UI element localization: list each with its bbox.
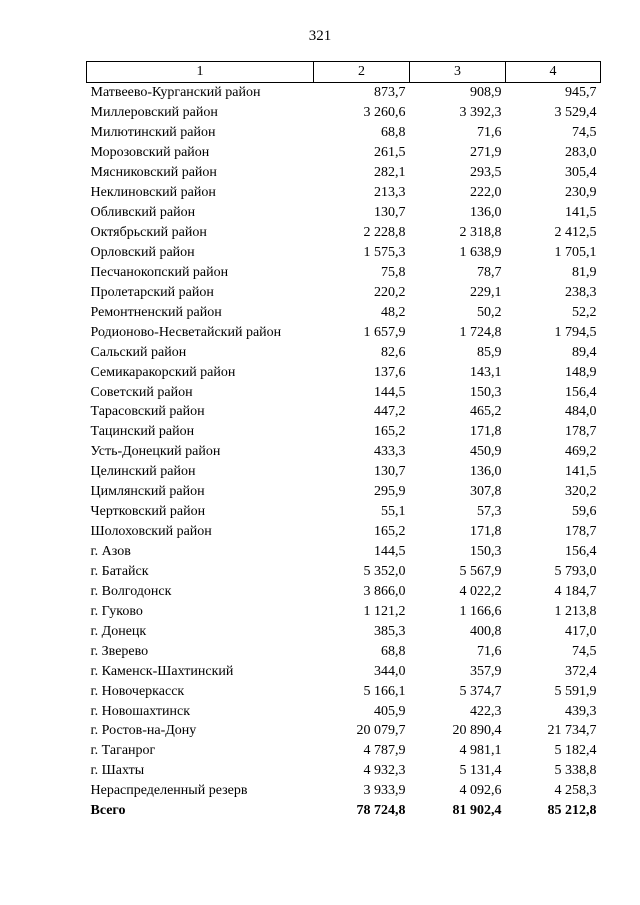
value-col-2: 165,2	[374, 424, 406, 440]
territory-name: г. Новочеркасск	[90, 683, 185, 699]
table-row	[87, 422, 601, 442]
value-col-2: 68,8	[381, 643, 406, 659]
value-col-2: 447,2	[374, 404, 406, 420]
value-col-3: 293,5	[470, 165, 502, 181]
value-col-4: 178,7	[565, 424, 597, 440]
table-row	[87, 262, 601, 282]
table-row	[87, 741, 601, 761]
territory-name: Сальский район	[90, 344, 187, 360]
value-col-3: 171,8	[470, 524, 502, 540]
value-col-3: 229,1	[470, 284, 502, 300]
table-row	[87, 562, 601, 582]
value-col-2: 3 866,0	[363, 583, 406, 599]
value-col-3: 150,3	[470, 544, 502, 560]
value-col-2: 433,3	[374, 444, 406, 460]
table-row	[87, 203, 601, 223]
total-value-col-4: 85 212,8	[547, 803, 597, 819]
value-col-2: 282,1	[374, 165, 406, 181]
table-row	[87, 581, 601, 601]
territory-name: г. Батайск	[90, 563, 149, 579]
table-row	[87, 601, 601, 621]
value-col-3: 85,9	[477, 344, 502, 360]
value-col-4: 5 793,0	[554, 563, 597, 579]
value-col-3: 400,8	[470, 623, 502, 639]
value-col-2: 405,9	[374, 703, 406, 719]
territory-name: г. Гуково	[90, 603, 143, 619]
territory-name: г. Таганрог	[90, 743, 156, 759]
table-row	[87, 243, 601, 263]
value-col-2: 130,7	[374, 464, 406, 480]
value-col-2: 4 787,9	[363, 743, 406, 759]
value-col-4: 469,2	[565, 444, 597, 460]
value-col-4: 141,5	[565, 464, 597, 480]
territory-name: Семикаракорский район	[90, 364, 236, 380]
total-territory-name: Всего	[90, 803, 126, 819]
table-row	[87, 781, 601, 801]
territory-name: Октябрьский район	[90, 225, 207, 241]
value-col-4: 81,9	[572, 264, 597, 280]
table-row	[87, 462, 601, 482]
value-col-2: 873,7	[374, 85, 406, 101]
value-col-4: 2 412,5	[554, 225, 597, 241]
value-col-2: 137,6	[374, 364, 406, 380]
territory-name: г. Ростов-на-Дону	[90, 723, 197, 739]
value-col-4: 230,9	[565, 185, 597, 201]
value-col-2: 295,9	[374, 484, 406, 500]
table-row	[87, 183, 601, 203]
value-col-4: 3 529,4	[554, 105, 597, 121]
value-col-2: 48,2	[381, 304, 406, 320]
table-row	[87, 442, 601, 462]
value-col-3: 450,9	[470, 444, 502, 460]
value-col-3: 271,9	[470, 145, 502, 161]
value-col-4: 1 794,5	[554, 324, 597, 340]
value-col-2: 1 575,3	[363, 244, 406, 260]
value-col-3: 57,3	[477, 504, 502, 520]
total-value-col-3: 81 902,4	[452, 803, 502, 819]
table-row	[87, 163, 601, 183]
value-col-4: 52,2	[572, 304, 597, 320]
territory-name: Целинский район	[90, 464, 196, 480]
value-col-2: 3 260,6	[363, 105, 406, 121]
value-col-4: 417,0	[565, 623, 597, 639]
value-col-2: 75,8	[381, 264, 406, 280]
territory-name: г. Зверево	[90, 643, 149, 659]
value-col-2: 4 932,3	[363, 763, 406, 779]
table-row	[87, 302, 601, 322]
value-col-3: 143,1	[470, 364, 502, 380]
value-col-4: 238,3	[565, 284, 597, 300]
value-col-4: 59,6	[572, 504, 597, 520]
value-col-3: 422,3	[470, 703, 502, 719]
territory-name: Пролетарский район	[90, 284, 214, 300]
page-number: 321	[308, 28, 332, 44]
value-col-4: 148,9	[565, 364, 597, 380]
value-col-4: 5 591,9	[554, 683, 597, 699]
territory-name: Тарасовский район	[90, 404, 205, 420]
value-col-3: 4 981,1	[459, 743, 502, 759]
table-row	[87, 143, 601, 163]
value-col-4: 4 184,7	[554, 583, 597, 599]
value-col-2: 55,1	[381, 504, 406, 520]
table-row	[87, 402, 601, 422]
column-header-2: 2	[314, 62, 410, 83]
territory-name: г. Донецк	[90, 623, 147, 639]
value-col-2: 1 657,9	[363, 324, 406, 340]
value-col-2: 165,2	[374, 524, 406, 540]
value-col-4: 5 182,4	[554, 743, 597, 759]
territory-name: Песчанокопский район	[90, 264, 229, 280]
value-col-3: 171,8	[470, 424, 502, 440]
table-row	[87, 621, 601, 641]
table-row	[87, 721, 601, 741]
territory-name: г. Азов	[90, 544, 131, 560]
territory-name: Шолоховский район	[90, 524, 212, 540]
territory-name: Усть-Донецкий район	[90, 444, 221, 460]
value-col-2: 144,5	[374, 544, 406, 560]
table-body	[87, 83, 601, 821]
table-header-row	[87, 62, 601, 83]
value-col-2: 5 166,1	[363, 683, 406, 699]
territory-name: Морозовский район	[90, 145, 210, 161]
value-col-2: 344,0	[374, 663, 406, 679]
value-col-3: 307,8	[470, 484, 502, 500]
value-col-2: 82,6	[381, 344, 406, 360]
value-col-3: 5 374,7	[459, 683, 502, 699]
table-row	[87, 661, 601, 681]
value-col-4: 156,4	[565, 384, 597, 400]
value-col-2: 68,8	[381, 125, 406, 141]
value-col-3: 150,3	[470, 384, 502, 400]
value-col-3: 2 318,8	[459, 225, 502, 241]
territory-name: Советский район	[90, 384, 193, 400]
territory-name: Неклиновский район	[90, 185, 216, 201]
value-col-3: 3 392,3	[459, 105, 502, 121]
value-col-2: 2 228,8	[363, 225, 406, 241]
table-row	[87, 542, 601, 562]
table-row	[87, 342, 601, 362]
value-col-2: 1 121,2	[363, 603, 406, 619]
value-col-3: 4 092,6	[459, 783, 502, 799]
value-col-2: 3 933,9	[363, 783, 406, 799]
territory-name: Нераспределенный резерв	[90, 783, 248, 799]
value-col-2: 385,3	[374, 623, 406, 639]
table-row	[87, 701, 601, 721]
value-col-3: 1 166,6	[459, 603, 502, 619]
territory-name: г. Волгодонск	[90, 583, 172, 599]
budget-table	[86, 61, 601, 821]
table-row	[87, 761, 601, 781]
value-col-2: 213,3	[374, 185, 406, 201]
territory-name: Миллеровский район	[90, 105, 218, 121]
column-header-1: 1	[87, 62, 314, 83]
territory-name: Мясниковский район	[90, 165, 217, 181]
value-col-4: 74,5	[572, 643, 597, 659]
territory-name: г. Шахты	[90, 763, 145, 779]
value-col-3: 78,7	[477, 264, 502, 280]
territory-name: г. Новошахтинск	[90, 703, 191, 719]
territory-name: Чертковский район	[90, 504, 206, 520]
value-col-4: 283,0	[565, 145, 597, 161]
table-row	[87, 103, 601, 123]
value-col-3: 5 131,4	[459, 763, 502, 779]
value-col-3: 1 724,8	[459, 324, 502, 340]
table-row	[87, 83, 601, 103]
value-col-3: 357,9	[470, 663, 502, 679]
value-col-4: 178,7	[565, 524, 597, 540]
value-col-4: 372,4	[565, 663, 597, 679]
value-col-3: 136,0	[470, 464, 502, 480]
territory-name: Цимлянский район	[90, 484, 205, 500]
column-header-4: 4	[506, 62, 601, 83]
value-col-3: 71,6	[477, 125, 502, 141]
value-col-4: 1 213,8	[554, 603, 597, 619]
table-row	[87, 223, 601, 243]
value-col-2: 144,5	[374, 384, 406, 400]
value-col-4: 4 258,3	[554, 783, 597, 799]
value-col-2: 220,2	[374, 284, 406, 300]
table-row	[87, 362, 601, 382]
value-col-4: 320,2	[565, 484, 597, 500]
value-col-2: 20 079,7	[356, 723, 406, 739]
table-row	[87, 123, 601, 143]
value-col-4: 89,4	[572, 344, 597, 360]
value-col-2: 5 352,0	[363, 563, 406, 579]
value-col-3: 465,2	[470, 404, 502, 420]
value-col-4: 156,4	[565, 544, 597, 560]
table-row	[87, 282, 601, 302]
table-row	[87, 641, 601, 661]
territory-name: Орловский район	[90, 244, 195, 260]
column-header-3: 3	[410, 62, 506, 83]
territory-name: Матвеево-Курганский район	[90, 85, 261, 101]
value-col-4: 141,5	[565, 205, 597, 221]
value-col-3: 1 638,9	[459, 244, 502, 260]
table-row	[87, 382, 601, 402]
territory-name: Обливский район	[90, 205, 196, 221]
value-col-3: 5 567,9	[459, 563, 502, 579]
territory-name: Тацинский район	[90, 424, 195, 440]
table-row	[87, 522, 601, 542]
value-col-3: 136,0	[470, 205, 502, 221]
value-col-4: 74,5	[572, 125, 597, 141]
value-col-3: 4 022,2	[459, 583, 502, 599]
value-col-4: 439,3	[565, 703, 597, 719]
territory-name: Родионово-Несветайский район	[90, 324, 282, 340]
value-col-2: 130,7	[374, 205, 406, 221]
table-row	[87, 482, 601, 502]
table-row	[87, 681, 601, 701]
total-value-col-2: 78 724,8	[356, 803, 406, 819]
value-col-3: 71,6	[477, 643, 502, 659]
value-col-3: 222,0	[470, 185, 502, 201]
value-col-3: 908,9	[470, 85, 502, 101]
value-col-4: 484,0	[565, 404, 597, 420]
territory-name: Ремонтненский район	[90, 304, 222, 320]
value-col-4: 305,4	[565, 165, 597, 181]
value-col-4: 945,7	[565, 85, 597, 101]
table-row	[87, 322, 601, 342]
value-col-3: 50,2	[477, 304, 502, 320]
territory-name: г. Каменск-Шахтинский	[90, 663, 234, 679]
table-total-row	[87, 801, 601, 821]
table-row	[87, 502, 601, 522]
value-col-4: 5 338,8	[554, 763, 597, 779]
value-col-3: 20 890,4	[452, 723, 502, 739]
value-col-4: 1 705,1	[554, 244, 597, 260]
value-col-2: 261,5	[374, 145, 406, 161]
territory-name: Милютинский район	[90, 125, 216, 141]
value-col-4: 21 734,7	[547, 723, 597, 739]
